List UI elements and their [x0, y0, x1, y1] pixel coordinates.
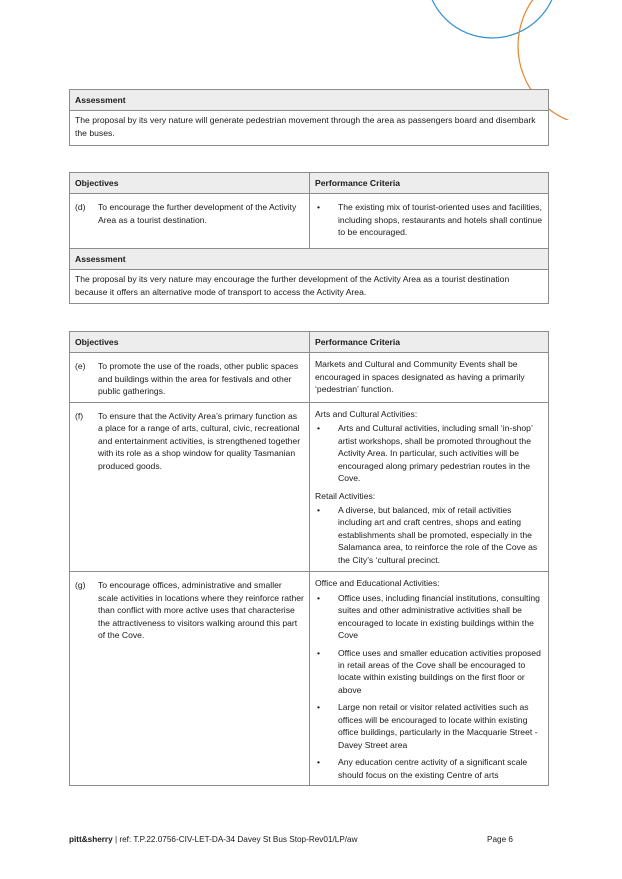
- objective-cell-g: [70, 572, 310, 786]
- page-number: Page 6: [487, 835, 513, 844]
- criteria-bullet: [315, 701, 543, 751]
- performance-criteria-header: Performance Criteria: [310, 173, 549, 194]
- objective-text: To encourage offices, administrative and smaller scale activities in locations where they reinforce rather than conflict with more active uses that characterise the attractiveness to visitors walking around this part of the Cove.: [98, 580, 304, 641]
- bullet-icon: •: [317, 423, 321, 434]
- page-footer: [69, 834, 549, 846]
- objectives-table-d: [69, 172, 549, 304]
- criteria-bullet-text: Arts and Cultural activities, including small ‘in-shop’ artist workshops, shall be promoted throughout the Activity Area. In particular, such activities will be encouraged along primary pedestrian routes in the Cove.: [338, 423, 533, 484]
- objective-cell-f: [70, 402, 310, 571]
- objective-cell: [70, 194, 310, 248]
- bullet-icon: •: [317, 202, 321, 213]
- footer-reference: | ref: T.P.22.0756-CIV-LET-DA-34 Davey St Bus Stop-Rev01/LP/aw: [112, 835, 358, 844]
- criteria-bullet-text: Any education centre activity of a significant scale should focus on the existing Centre of arts: [338, 757, 528, 780]
- criteria-bullet: [315, 422, 543, 484]
- criteria-bullet: [315, 756, 543, 781]
- objectives-header: Objectives: [70, 332, 310, 353]
- assessment-heading: Assessment: [70, 248, 549, 269]
- criteria-subheading: Retail Activities:: [315, 490, 376, 501]
- performance-criteria-header: Performance Criteria: [310, 332, 549, 353]
- footer-brand: pitt&sherry: [69, 835, 113, 844]
- assessment-table-1: [69, 89, 549, 146]
- objective-text: To promote the use of the roads, other public spaces and buildings within the area for festivals and other public gatherings.: [98, 361, 299, 397]
- criteria-subheading: Office and Educational Activities:: [315, 578, 440, 589]
- criteria-cell: [310, 194, 549, 248]
- criteria-cell-f: [310, 402, 549, 571]
- criteria-text: Markets and Cultural and Community Events shall be encouraged in spaces designated as having a primarily ‘pedestrian’ function.: [315, 359, 525, 395]
- objective-text: To ensure that the Activity Area’s primary function as a place for a range of arts, cultural, civic, recreational and entertainment activities, is strengthened together with its role as a shop window for quality Tasmanian produced goods.: [98, 410, 301, 471]
- criteria-bullet: [315, 201, 543, 238]
- bullet-icon: •: [317, 757, 321, 768]
- criteria-bullet: [315, 647, 543, 697]
- objective-letter: (f): [75, 410, 84, 421]
- objective-text: To encourage the further development of the Activity Area as a tourist destination.: [98, 202, 297, 225]
- objectives-table-efg: [69, 331, 549, 786]
- criteria-bullet-text: The existing mix of tourist-oriented uses and facilities, including shops, restaurants and hotels shall continue to be encouraged.: [338, 202, 542, 238]
- criteria-bullet: [315, 592, 543, 642]
- assessment-text: The proposal by its very nature will generate pedestrian movement through the area as passengers board and disembark the buses.: [70, 111, 549, 146]
- bullet-icon: •: [317, 647, 321, 658]
- criteria-cell-e: [310, 353, 549, 402]
- criteria-subheading: Arts and Cultural Activities:: [315, 408, 418, 419]
- objective-letter: (g): [75, 580, 86, 591]
- assessment-text: The proposal by its very nature may encourage the further development of the Activity Area as a tourist destination because it offers an alternative mode of transport to access the Activity Area.: [70, 270, 549, 304]
- assessment-heading: Assessment: [70, 90, 549, 111]
- bullet-icon: •: [317, 592, 321, 603]
- criteria-bullet-text: Office uses and smaller education activities proposed in retail areas of the Cove shall be encouraged to locate within existing buildings on the first floor or above: [338, 647, 541, 695]
- objective-cell-e: [70, 353, 310, 402]
- objective-letter: (e): [75, 361, 86, 372]
- objective-letter: (d): [75, 202, 86, 213]
- bullet-icon: •: [317, 702, 321, 713]
- objectives-header: Objectives: [70, 173, 310, 194]
- criteria-bullet-text: A diverse, but balanced, mix of retail activities including art and craft centres, shops and eating establishments shall be promoted, especially in the Salamanca area, to reinforce the role of the Cove as the City’s ‘cultural precinct.: [338, 504, 538, 565]
- criteria-bullet-text: Large non retail or visitor related activities such as offices will be encouraged to locate within existing office buildings, particularly in the Macquarie Street - Davey Street area: [338, 702, 538, 750]
- criteria-cell-g: [310, 572, 549, 786]
- blue-arc: [426, 0, 558, 38]
- bullet-icon: •: [317, 504, 321, 515]
- criteria-bullet-text: Office uses, including financial institutions, consulting suites and other administrative activities shall be encouraged to locate in existing buildings within the Cove: [338, 592, 540, 641]
- criteria-bullet: [315, 504, 543, 566]
